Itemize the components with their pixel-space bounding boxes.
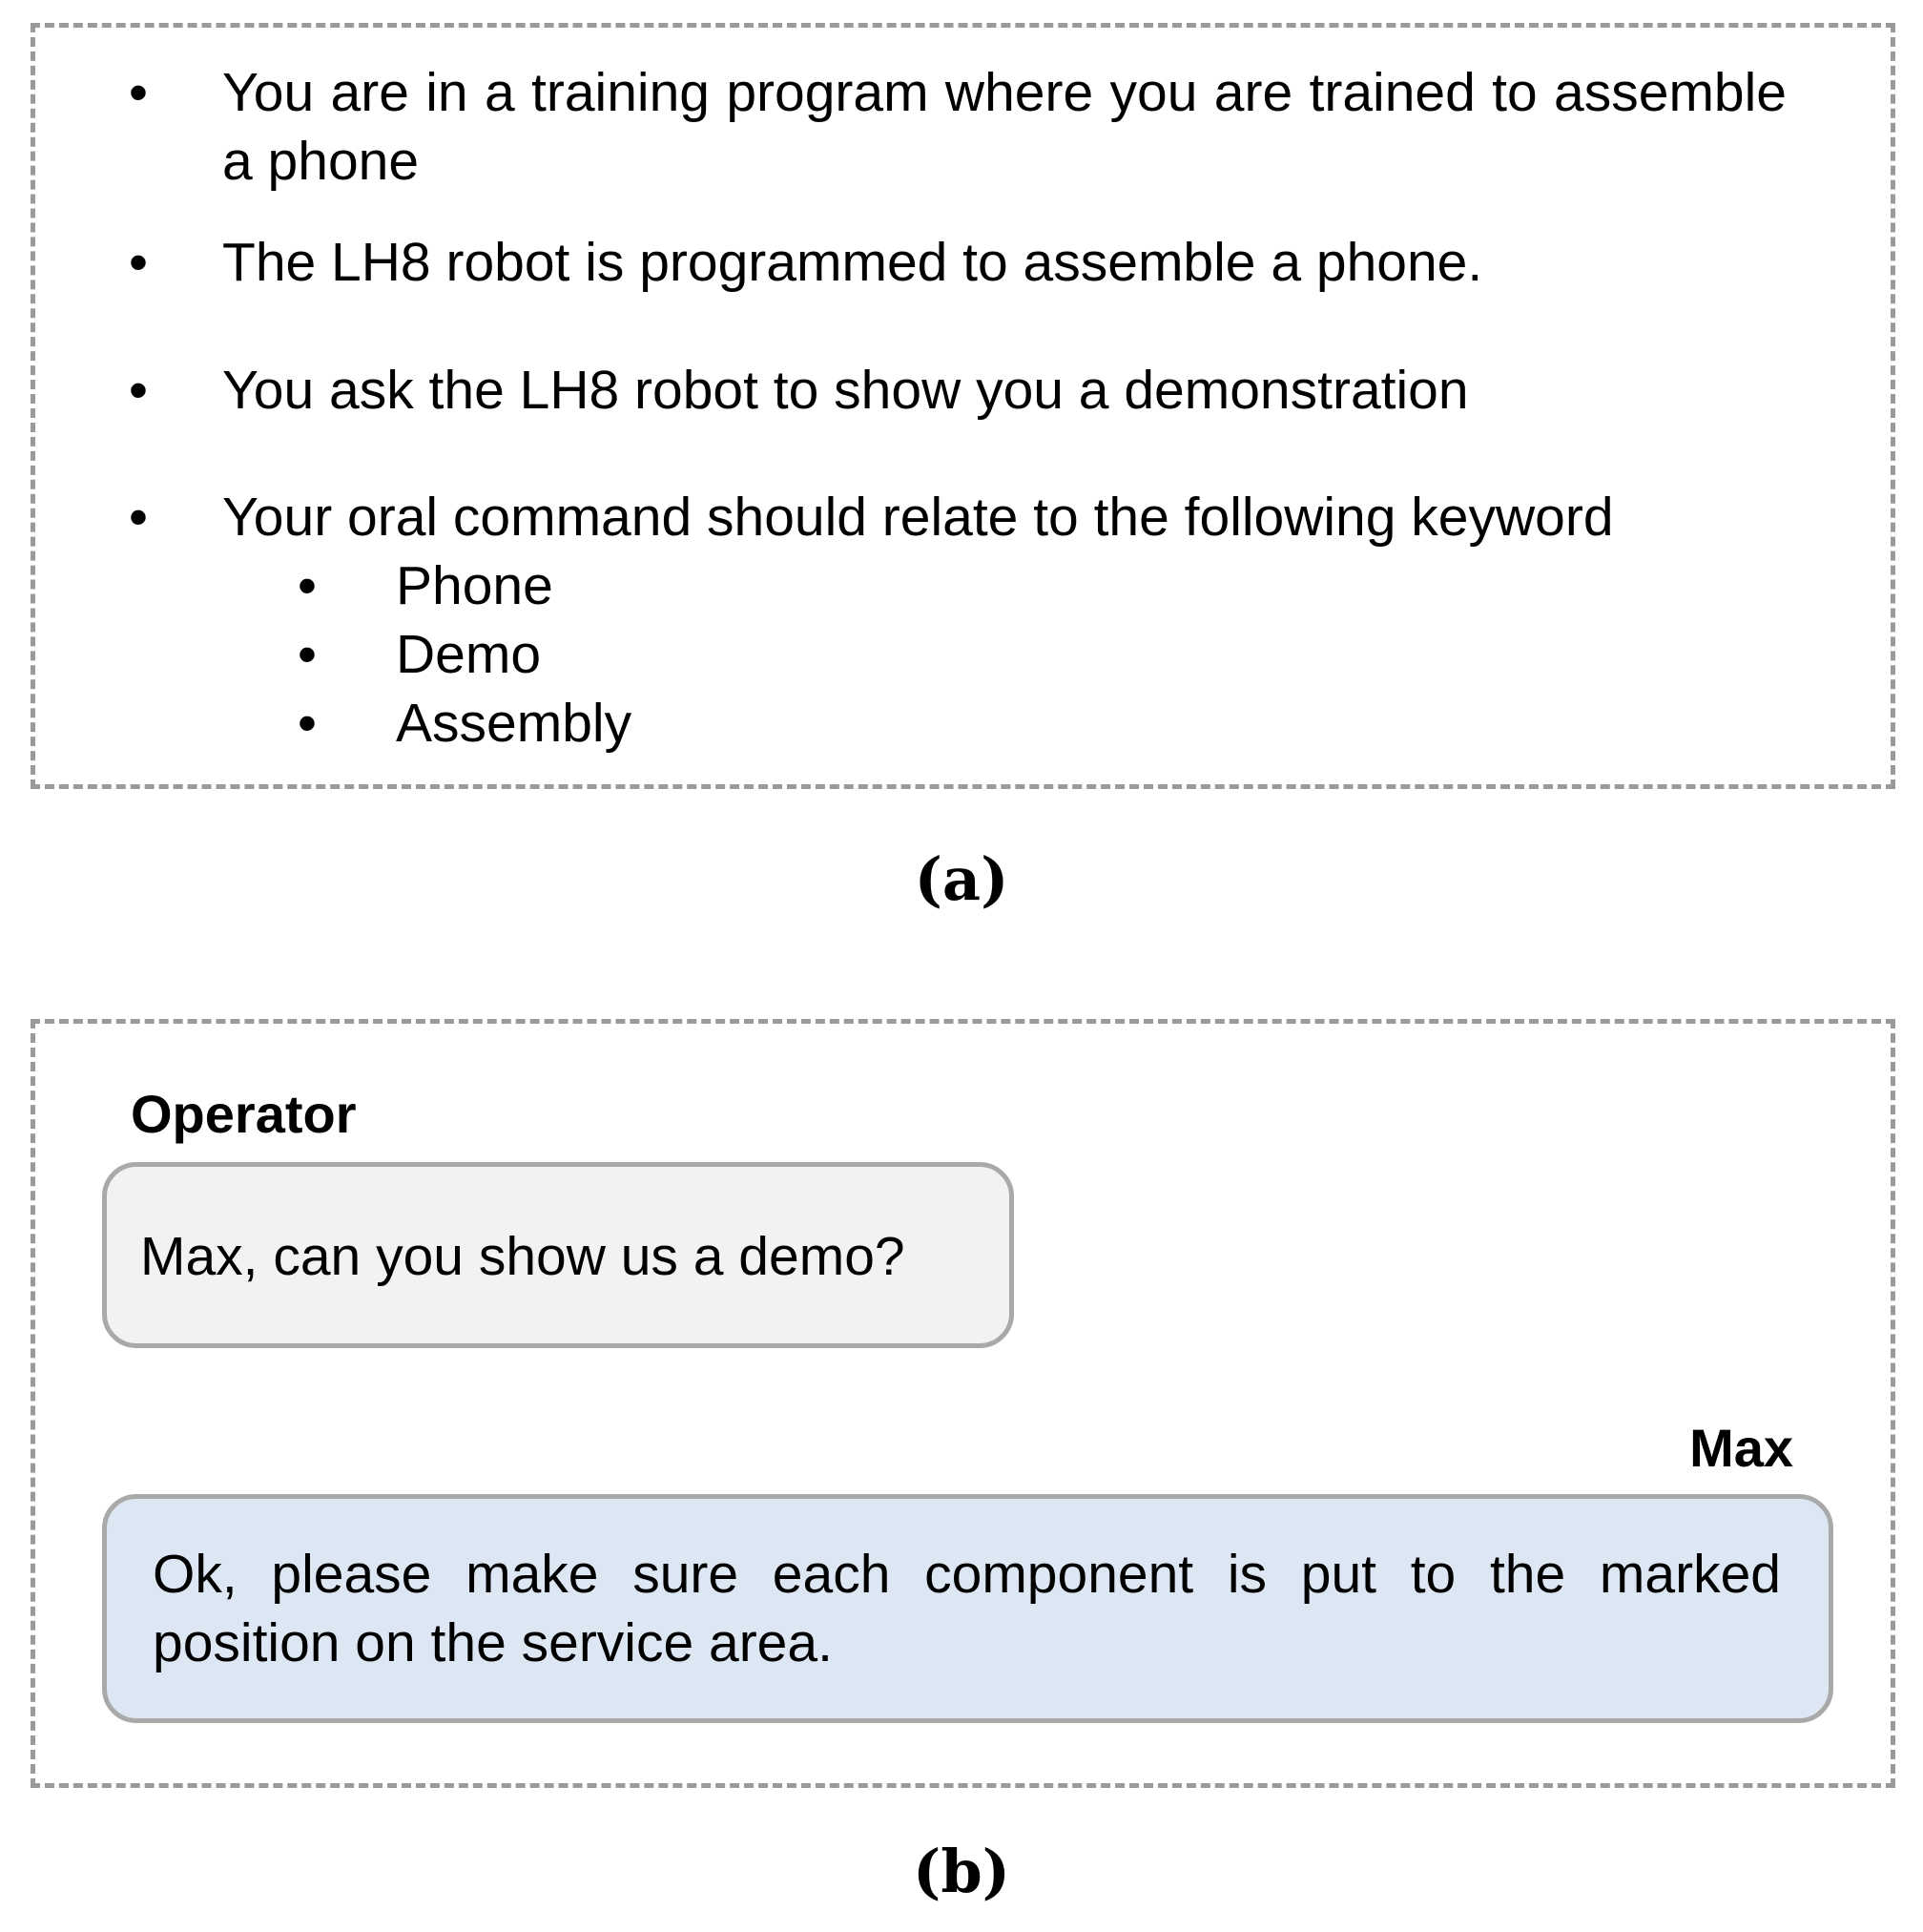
operator-label: Operator	[131, 1084, 357, 1144]
instruction-item	[129, 483, 1798, 551]
bullet-icon: •	[129, 232, 148, 293]
keyword-item	[298, 551, 553, 620]
instruction-text: You are in a training program where you are trained to assemble a phone	[222, 62, 1787, 192]
keyword-item	[298, 620, 541, 689]
bullet-icon: •	[298, 555, 317, 616]
bullet-icon: •	[298, 624, 317, 685]
instruction-item	[129, 356, 1798, 425]
dialogue-panel	[31, 1019, 1895, 1788]
max-message: Ok, please make sure each component is put to the marked position on the service area.	[153, 1544, 1781, 1673]
instructions-panel	[31, 23, 1895, 789]
operator-speech-bubble	[102, 1162, 1014, 1348]
caption-b: (b)	[912, 1837, 1011, 1906]
instruction-text: You ask the LH8 robot to show you a demonstration	[222, 360, 1469, 421]
instruction-text: The LH8 robot is programmed to assemble a phone.	[222, 232, 1483, 293]
keyword-text: Demo	[396, 624, 542, 685]
max-label: Max	[1689, 1418, 1793, 1478]
operator-message: Max, can you show us a demo?	[140, 1226, 905, 1287]
bullet-icon: •	[129, 360, 148, 421]
keyword-text: Assembly	[396, 693, 632, 754]
instruction-item	[129, 228, 1798, 297]
instruction-text: Your oral command should relate to the following keyword	[222, 487, 1614, 548]
keyword-text: Phone	[396, 555, 553, 616]
keyword-item	[298, 689, 631, 758]
bullet-icon: •	[298, 693, 317, 754]
caption-a: (a)	[914, 844, 1009, 914]
bullet-icon: •	[129, 62, 148, 123]
max-speech-bubble	[102, 1494, 1833, 1723]
instruction-item	[129, 58, 1798, 196]
bullet-icon: •	[129, 487, 148, 548]
